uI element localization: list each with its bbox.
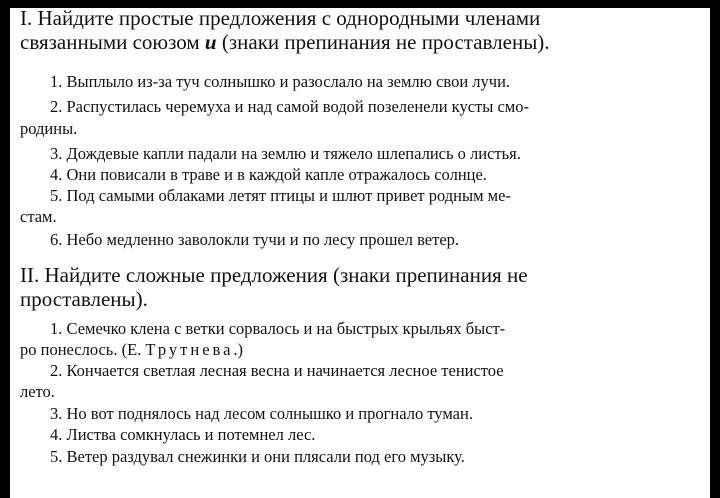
section2-heading-text-b: проставлены). bbox=[20, 287, 148, 311]
s1-item-6-line1: 6. Небо медленно заволокли тучи и по лесу прошел ветер. bbox=[50, 230, 460, 249]
s2-item-4-line1: 4. Листва сомкнулась и потемнел лес. bbox=[50, 425, 316, 444]
s2-item-1-author: Трутнева bbox=[145, 340, 234, 359]
s2-item-5-line1: 5. Ветер раздувал снежинки и они плясали под его музыку. bbox=[50, 447, 465, 466]
s2-item-1-cont bbox=[20, 339, 704, 360]
section1-heading-text-b: связанными союзом bbox=[20, 30, 205, 54]
s1-item-5-line2: стам. bbox=[20, 207, 57, 226]
section1-heading-text-a: I. Найдите простые предложения с однородными членами bbox=[20, 6, 541, 30]
s2-item-2 bbox=[20, 360, 704, 381]
s1-item-3 bbox=[20, 143, 704, 164]
s2-item-1 bbox=[20, 318, 704, 339]
s2-item-1-line2-a: ро понеслось. (Е. bbox=[20, 340, 146, 359]
s1-item-1 bbox=[20, 71, 704, 92]
s1-item-2-line2: родины. bbox=[20, 119, 78, 138]
s2-item-2-cont bbox=[20, 381, 704, 402]
section2-heading-line2 bbox=[20, 287, 704, 311]
s1-item-5-line1: 5. Под самыми облаками летят птицы и шлют привет родным ме- bbox=[50, 186, 511, 205]
s2-item-1-line2-b: .) bbox=[233, 340, 244, 359]
s1-item-5 bbox=[20, 185, 704, 206]
s1-item-4 bbox=[20, 164, 704, 185]
s2-item-5 bbox=[20, 446, 704, 467]
section2-heading-line1 bbox=[20, 263, 704, 287]
s1-item-5-cont bbox=[20, 206, 704, 227]
s1-item-1-line1: 1. Выплыло из-за туч солнышко и разослало на землю свои лучи. bbox=[50, 72, 511, 91]
s1-item-6 bbox=[20, 229, 704, 250]
s2-item-4 bbox=[20, 424, 704, 445]
section1-heading-line2 bbox=[20, 30, 704, 54]
s1-item-3-line1: 3. Дождевые капли падали на землю и тяжело шлепались о листья. bbox=[50, 144, 521, 163]
s1-item-2-cont bbox=[20, 118, 704, 139]
s2-item-3-line1: 3. Но вот поднялось над лесом солнышко и прогнало туман. bbox=[50, 404, 473, 423]
section1-heading-union: и bbox=[204, 30, 217, 54]
s1-item-4-line1: 4. Они повисали в траве и в каждой капле отражалось солнце. bbox=[50, 165, 487, 184]
s2-item-2-line1: 2. Кончается светлая лесная весна и начинается лесное тенистое bbox=[50, 361, 504, 380]
s2-item-2-line2: лето. bbox=[20, 382, 55, 401]
textbook-page bbox=[10, 0, 710, 498]
section2-heading-text-a: II. Найдите сложные предложения (знаки препинания не bbox=[20, 263, 528, 287]
s1-item-2-line1: 2. Распустилась черемуха и над самой водой позеленели кусты смо- bbox=[50, 97, 529, 116]
s1-item-2 bbox=[20, 96, 704, 117]
s2-item-3 bbox=[20, 403, 704, 424]
s2-item-1-line1: 1. Семечко клена с ветки сорвалось и на быстрых крыльях быст- bbox=[50, 319, 506, 338]
section1-heading-line1 bbox=[20, 6, 704, 30]
section1-heading-text-c: (знаки препинания не проставлены). bbox=[216, 30, 550, 54]
